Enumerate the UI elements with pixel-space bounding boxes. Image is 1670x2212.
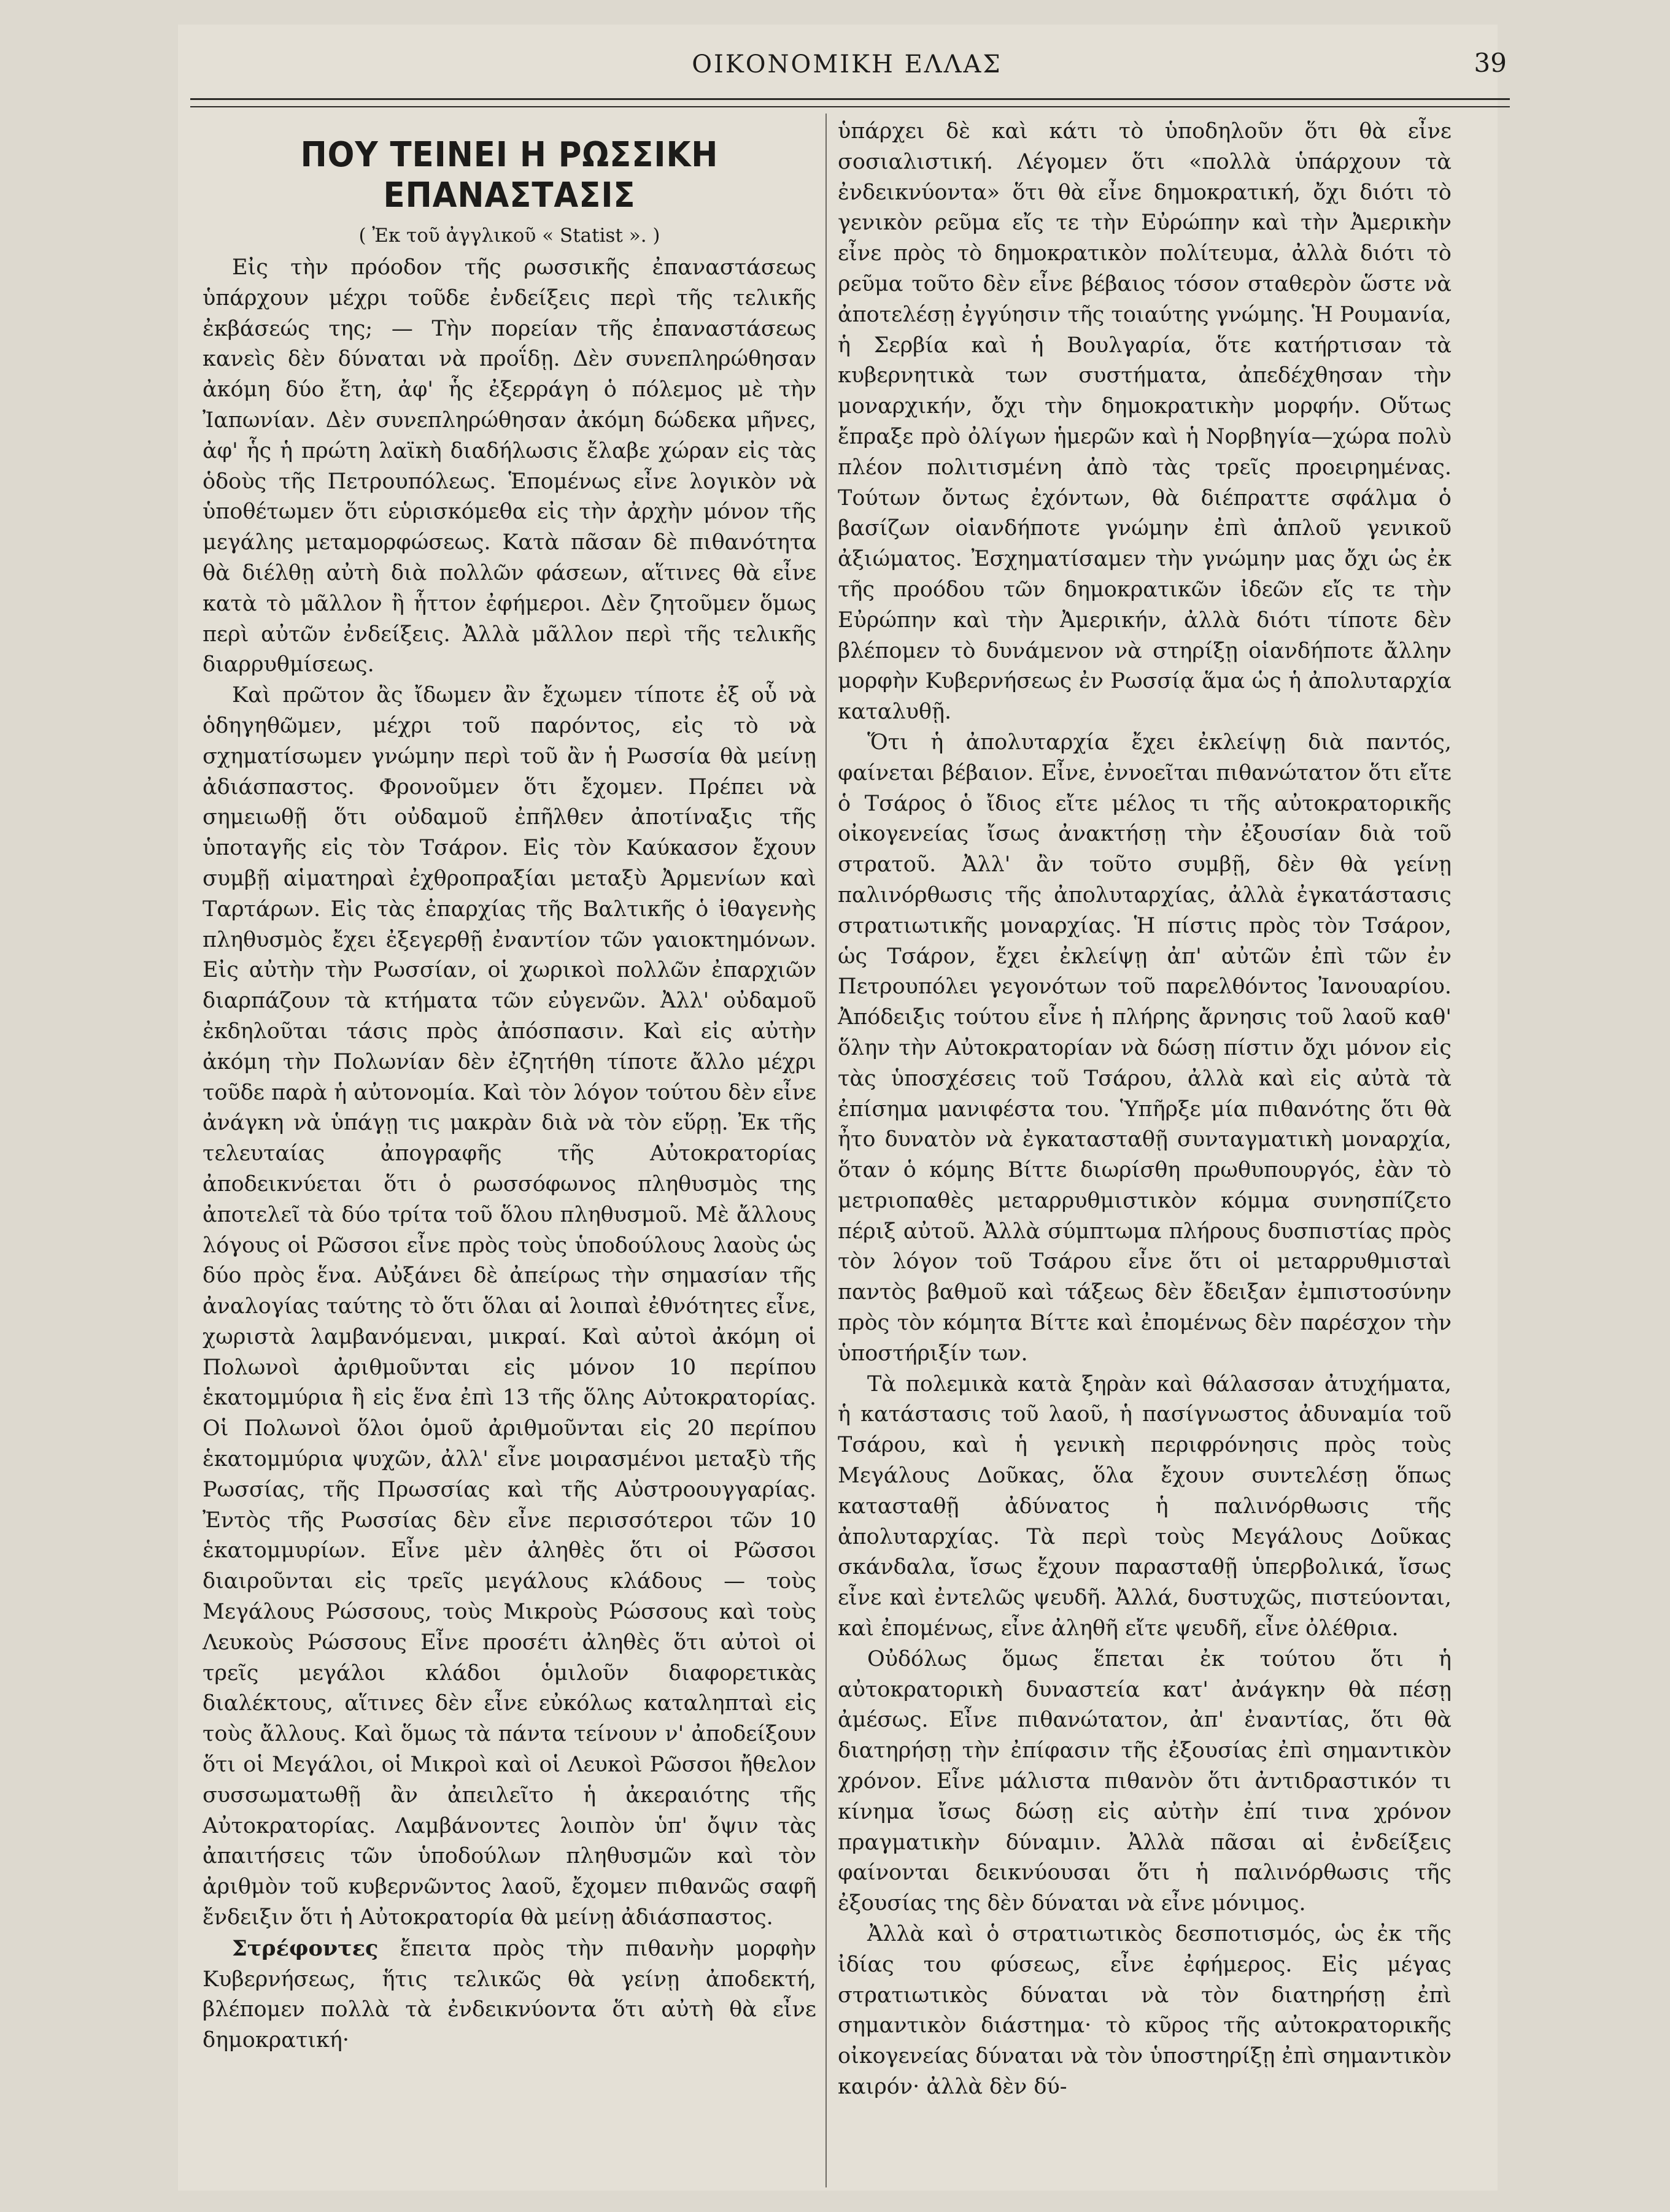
column-divider: [825, 114, 827, 2187]
page-number: 39: [1474, 48, 1507, 78]
paragraph: [203, 1933, 816, 2056]
running-head: [187, 43, 1507, 92]
paragraph: Καὶ πρῶτον ἂς ἴδωμεν ἂν ἔχωμεν τίποτε ἐξ οὗ νὰ ὁδηγηθῶμεν, μέχρι τοῦ παρόντος, εἰς τὸ νὰ σχηματίσωμεν γνώμην περὶ τοῦ ἂν ἡ Ρωσσία θὰ μείνῃ ἀδιάσπαστος. Φρονοῦμεν ὅτι ἔχομεν. Πρέπει νὰ σημειωθῇ ὅτι οὐδαμοῦ ἐπῆλθεν ἀποτίναξις τῆς ὑποταγῆς εἰς τὸν Τσάρον. Εἰς τὸν Καύκασον ἔχουν συμβῇ αἱματηραὶ ἐχθροπραξίαι μεταξὺ Ἀρμενίων καὶ Ταρτάρων. Εἰς τὰς ἐπαρχίας τῆς Βαλτικῆς ὁ ἰθαγενὴς πληθυσμὸς ἔχει ἐξεγερθῇ ἐναντίον τῶν γαιοκτημόνων. Εἰς αὐτὴν τὴν Ρωσσίαν, οἱ χωρικοὶ πολλῶν ἐπαρχιῶν διαρπάζουν τὰ κτήματα τῶν εὐγενῶν. Ἀλλ' οὐδαμοῦ ἐκδηλοῦται τάσις πρὸς ἀπόσπασιν. Καὶ εἰς αὐτὴν ἀκόμη τὴν Πολωνίαν δὲν ἐζητήθη τίποτε ἄλλο μέχρι τοῦδε παρὰ ἡ αὐτονομία. Καὶ τὸν λόγον τούτου δὲν εἶνε ἀνάγκη νὰ ὑπάγῃ τις μακρὰν διὰ νὰ τὸν εὕρῃ. Ἐκ τῆς τελευταίας ἀπογραφῆς τῆς Αὐτοκρατορίας ἀποδεικνύεται ὅτι ὁ ρωσσόφωνος πληθυσμὸς της ἀποτελεῖ τὰ δύο τρίτα τοῦ ὅλου πληθυσμοῦ. Μὲ ἄλλους λόγους οἱ Ρῶσσοι εἶνε πρὸς τοὺς ὑποδούλους λαοὺς ὡς δύο πρὸς ἕνα. Αὐξάνει δὲ ἀπείρως τὴν σημασίαν τῆς ἀναλογίας ταύτης τὸ ὅτι ὅλαι αἱ λοιπαὶ ἐθνότητες εἶνε, χωριστὰ λαμβανόμεναι, μικραί. Καὶ αὐτοὶ ἀκόμη οἱ Πολωνοὶ ἀριθμοῦνται εἰς μόνον 10 περίπου ἑκατομμύρια ἢ εἰς ἕνα ἐπὶ 13 τῆς ὅλης Αὐτοκρατορίας. Οἱ Πολωνοὶ ὅλοι ὁμοῦ ἀριθμοῦνται εἰς 20 περίπου ἑκατομμύρια ψυχῶν, ἀλλ' εἶνε μοιρασμένοι μεταξὺ τῆς Ρωσσίας, τῆς Πρωσσίας καὶ τῆς Αὐστροουγγαρίας. Ἐντὸς τῆς Ρωσσίας δὲν εἶνε περισσότεροι τῶν 10 ἑκατομμυρίων. Εἶνε μὲν ἀληθὲς ὅτι οἱ Ρῶσσοι διαιροῦνται εἰς τρεῖς μεγάλους κλάδους — τοὺς Μεγάλους Ρώσσους, τοὺς Μικροὺς Ρώσσους καὶ τοὺς Λευκοὺς Ρώσσους Εἶνε προσέτι ἀληθὲς ὅτι αὐτοὶ οἱ τρεῖς μεγάλοι κλάδοι ὁμιλοῦν διαφορετικὰς διαλέκτους, αἵτινες δὲν εἶνε εὐκόλως καταληπταὶ εἰς τοὺς ἄλλους. Καὶ ὅμως τὰ πάντα τείνουν ν' ἀποδείξουν ὅτι οἱ Μεγάλοι, οἱ Μικροὶ καὶ οἱ Λευκοὶ Ρῶσσοι ἤθελον συσσωματωθῇ ἂν ἀπειλεῖτο ἡ ἀκεραιότης τῆς Αὐτοκρατορίας. Λαμβάνοντες λοιπὸν ὑπ' ὄψιν τὰς ἀπαιτήσεις τῶν ὑποδούλων πληθυσμῶν καὶ τὸν ἀριθμὸν τοῦ κυβερνῶντος λαοῦ, ἔχομεν πιθανῶς σαφῆ ἔνδειξιν ὅτι ἡ Αὐτοκρατορία θὰ μείνῃ ἀδιάσπαστος.: [203, 683, 816, 1930]
article-title: ΠΟΥ ΤΕΙΝΕΙ Η ΡΩΣΣΙΚΗ ΕΠΑΝΑΣΤΑΣΙΣ: [300, 135, 719, 215]
left-column: [203, 117, 816, 2056]
paragraph-text: ἔπειτα πρὸς τὴν πιθανὴν μορφὴν Κυβερνήσεως, ἥτις τελικῶς θὰ γείνῃ ἀποδεκτή, βλέπομεν πολλὰ τὰ ἐνδεικνύοντα ὅτι αὐτὴ θὰ εἶνε δημοκρατική·: [203, 1936, 816, 2053]
bold-lead-word: Στρέφοντες: [232, 1935, 379, 1961]
paragraph: Ὅτι ἡ ἀπολυταρχία ἔχει ἐκλείψῃ διὰ παντός, φαίνεται βέβαιον. Εἶνε, ἐννοεῖται πιθανώτατον ὅτι εἴτε ὁ Τσάρος ὁ ἴδιος εἴτε μέλος τι τῆς αὐτοκρατορικῆς οἰκογενείας ἴσως ἀνακτήσῃ τὴν ἐξουσίαν διὰ τοῦ στρατοῦ. Ἀλλ' ἂν τοῦτο συμβῇ, δὲν θὰ γείνῃ παλινόρθωσις τῆς ἀπολυταρχίας, ἀλλὰ ἐγκατάστασις στρατιωτικῆς μοναρχίας. Ἡ πίστις πρὸς τὸν Τσάρον, ὡς Τσάρον, ἔχει ἐκλείψῃ ἀπ' αὐτῶν ἐπὶ τῶν ἐν Πετρουπόλει γεγονότων τοῦ παρελθόντος Ἰανουαρίου. Ἀπόδειξις τούτου εἶνε ἡ πλήρης ἄρνησις τοῦ λαοῦ καθ' ὅλην τὴν Αὐτοκρατορίαν νὰ δώσῃ πίστιν ὄχι μόνον εἰς τὰς ὑποσχέσεις τοῦ Τσάρου, ἀλλὰ καὶ εἰς αὐτὰ τὰ ἐπίσημα μανιφέστα του. Ὑπῆρξε μία πιθανότης ὅτι θὰ ἦτο δυνατὸν νὰ ἐγκατασταθῇ συνταγματικὴ μοναρχία, ὅταν ὁ κόμης Βίττε διωρίσθη πρωθυπουργός, ἐὰν τὸ μετριοπαθὲς μεταρρυθμιστικὸν κόμμα συνησπίζετο πέριξ αὐτοῦ. Ἀλλὰ σύμπτωμα πλήρους δυσπιστίας πρὸς τὸν λόγον τοῦ Τσάρου εἶνε ὅτι οἱ μεταρρυθμισταὶ παντὸς βαθμοῦ καὶ τάξεως δὲν ἔδειξαν ἐμπιστοσύνην πρὸς τὸν κόμητα Βίττε καὶ ἐπομένως δὲν παρέσχον τὴν ὑποστήριξίν των.: [838, 730, 1452, 1366]
header-rule: [190, 98, 1510, 107]
right-column: [838, 117, 1452, 2103]
paragraph-continued: ὑπάρχει δὲ καὶ κάτι τὸ ὑποδηλοῦν ὅτι θὰ εἶνε σοσιαλιστική. Λέγομεν ὅτι «πολλὰ ὑπάρχουν τὰ ἐνδεικνύοντα» ὅτι θὰ εἶνε δημοκρατική, ὄχι διότι τὸ γενικὸν ρεῦμα εἴς τε τὴν Εὐρώπην καὶ τὴν Ἀμερικὴν εἶνε πρὸς τὸ δημοκρατικὸν πολίτευμα, ἀλλὰ διότι τὸ ρεῦμα τοῦτο δὲν εἶνε βέβαιος τόσον σταθερὸν ὥστε νὰ ἀποτελέσῃ ἐγγύησιν τῆς τοιαύτης γνώμης. Ἡ Ρουμανία, ἡ Σερβία καὶ ἡ Βουλγαρία, ὅτε κατήρτισαν τὰ κυβερνητικὰ των συστήματα, ἀπεδέχθησαν τὴν μοναρχικήν, ὄχι τὴν δημοκρατικὴν μορφήν. Οὕτως ἔπραξε πρὸ ὀλίγων ἡμερῶν καὶ ἡ Νορβηγία—χώρα πολὺ πλέον πολιτισμένη ἀπὸ τὰς τρεῖς προειρημένας. Τούτων ὄντως ἐχόντων, θὰ διέπραττε σφάλμα ὁ βασίζων οἱανδήποτε γνώμην ἐπὶ ἁπλοῦ γενικοῦ ἀξιώματος. Ἐσχηματίσαμεν τὴν γνώμην μας ὄχι ὡς ἐκ τῆς προόδου τῶν δημοκρατικῶν ἰδεῶν εἴς τε τὴν Εὐρώπην καὶ τὴν Ἀμερικήν, ἀλλὰ διότι τίποτε δὲν βλέπομεν τὸ δυνάμενον νὰ στηρίξῃ οἱανδήποτε ἄλλην μορφὴν Κυβερνήσεως ἐν Ρωσσίᾳ ἅμα ὡς ἡ ἀπολυταρχία καταλυθῇ.: [838, 119, 1452, 725]
paragraph: Εἰς τὴν πρόοδον τῆς ρωσσικῆς ἐπαναστάσεως ὑπάρχουν μέχρι τοῦδε ἐνδείξεις περὶ τῆς τελικῆς ἐκβάσεώς της; — Τὴν πορείαν τῆς ἐπαναστάσεως κανεὶς δὲν δύναται νὰ προΐδῃ. Δὲν συνεπληρώθησαν ἀκόμη δύο ἔτη, ἀφ' ἧς ἐξερράγη ὁ πόλεμος μὲ τὴν Ἰαπωνίαν. Δὲν συνεπληρώθησαν ἀκόμη δώδεκα μῆνες, ἀφ' ἧς ἡ πρώτη λαϊκὴ διαδήλωσις ἔλαβε χώραν εἰς τὰς ὁδοὺς τῆς Πετρουπόλεως. Ἑπομένως εἶνε λογικὸν νὰ ὑποθέτωμεν ὅτι εὑρισκόμεθα εἰς τὴν ἀρχὴν μόνον τῆς μεγάλης μεταμορφώσεως. Κατὰ πᾶσαν δὲ πιθανότητα θὰ διέλθῃ αὐτὴ διὰ πολλῶν φάσεων, αἵτινες θὰ εἶνε κατὰ τὸ μᾶλλον ἢ ἧττον ἐφήμεροι. Δὲν ζητοῦμεν ὅμως περὶ αὐτῶν ἐνδείξεις. Ἀλλὰ μᾶλλον περὶ τῆς τελικῆς διαρρυθμίσεως.: [203, 255, 816, 677]
journal-title: ΟΙΚΟΝΟΜΙΚΗ ΕΛΛΑΣ: [692, 50, 1002, 79]
paragraph: Ἀλλὰ καὶ ὁ στρατιωτικὸς δεσποτισμός, ὡς ἐκ τῆς ἰδίας του φύσεως, εἶνε ἐφήμερος. Εἰς μέγας στρατιωτικὸς δύναται νὰ τὸν διατηρήσῃ ἐπὶ σημαντικὸν διάστημα· τὸ κῦρος τῆς αὐτοκρατορικῆς οἰκογενείας δύναται νὰ τὸν ὑποστηρίξῃ ἐπὶ σημαντικὸν καιρόν· ἀλλὰ δὲν δύ-: [838, 1922, 1452, 2099]
article-source: ( Ἐκ τοῦ ἀγγλικοῦ « Statist ». ): [358, 225, 660, 247]
paragraph: Τὰ πολεμικὰ κατὰ ξηρὰν καὶ θάλασσαν ἀτυχήματα, ἡ κατάστασις τοῦ λαοῦ, ἡ πασίγνωστος ἀδυναμία τοῦ Τσάρου, καὶ ἡ γενικὴ περιφρόνησις πρὸς τοὺς Μεγάλους Δοῦκας, ὅλα ἔχουν συντελέσῃ ὅπως κατασταθῇ ἀδύνατος ἡ παλινόρθωσις τῆς ἀπολυταρχίας. Τὰ περὶ τοὺς Μεγάλους Δοῦκας σκάνδαλα, ἴσως ἔχουν παρασταθῇ ὑπερβολικά, ἴσως εἶνε καὶ ἐντελῶς ψευδῆ. Ἀλλά, δυστυχῶς, πιστεύονται, καὶ ἐπομένως, εἶνε ἀληθῆ εἴτε ψευδῆ, εἶνε ὀλέθρια.: [838, 1371, 1452, 1641]
paragraph: Οὐδόλως ὅμως ἕπεται ἐκ τούτου ὅτι ἡ αὐτοκρατορικὴ δυναστεία κατ' ἀνάγκην θὰ πέσῃ ἀμέσως. Εἶνε πιθανώτατον, ἀπ' ἐναντίας, ὅτι θὰ διατηρήσῃ τὴν ἐπίφασιν τῆς ἐξουσίας ἐπὶ σημαντικὸν χρόνον. Εἶνε μάλιστα πιθανὸν ὅτι ἀντιδραστικόν τι κίνημα ἴσως δώσῃ εἰς αὐτὴν ἐπί τινα χρόνον πραγματικὴν δύναμιν. Ἀλλὰ πᾶσαι αἱ ἐνδείξεις φαίνονται δεικνύουσαι ὅτι ἡ παλινόρθωσις τῆς ἐξουσίας της δὲν δύναται νὰ εἶνε μόνιμος.: [838, 1646, 1452, 1916]
